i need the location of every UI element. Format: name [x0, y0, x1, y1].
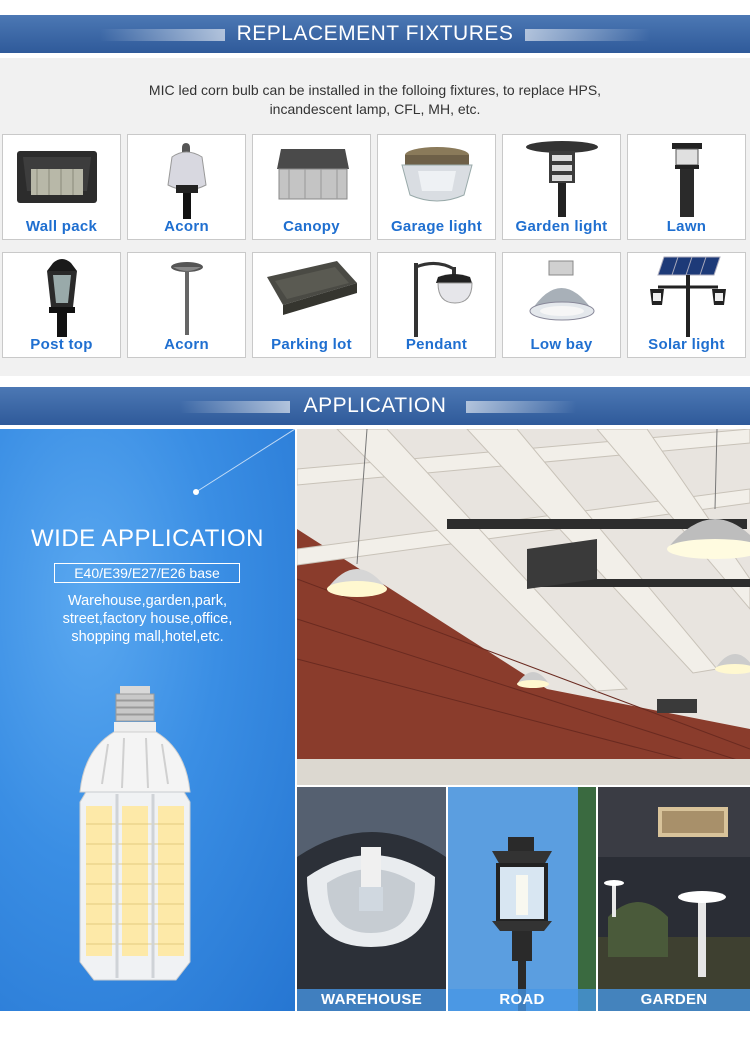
application-description	[0, 592, 295, 646]
garden-photo	[598, 787, 750, 1011]
application-title: APPLICATION	[303, 394, 447, 417]
fixture-label: Wall pack	[25, 218, 98, 235]
garage-light-icon	[378, 135, 496, 219]
garden-label: GARDEN	[598, 989, 750, 1011]
acorn-pole-icon	[128, 253, 246, 337]
fixture-label: Garden light	[515, 218, 608, 235]
fixture-card-lawn	[627, 134, 746, 240]
wide-application-title: WIDE APPLICATION	[31, 525, 264, 552]
fixture-card-parking-lot	[252, 252, 371, 358]
replacement-fixtures-title: REPLACEMENT FIXTURES	[236, 22, 514, 45]
fixture-label: Lawn	[666, 218, 707, 235]
fixture-label: Pendant	[405, 336, 468, 353]
fixture-card-post-top	[2, 252, 121, 358]
fixture-label: Post top	[30, 336, 93, 353]
fixture-label: Acorn	[164, 336, 209, 353]
fixtures-intro	[0, 81, 750, 119]
corn-bulb-image	[72, 684, 197, 986]
fixtures-section	[0, 58, 750, 376]
fixture-label: Parking lot	[271, 336, 352, 353]
fixture-card-garage-light	[377, 134, 496, 240]
replacement-fixtures-banner	[0, 15, 750, 53]
fixture-card-acorn	[127, 134, 246, 240]
solar-light-icon	[628, 253, 746, 337]
fixture-card-pendant	[377, 252, 496, 358]
fixture-card-solar-light	[627, 252, 746, 358]
canopy-light-icon	[253, 135, 371, 219]
fixture-card-low-bay	[502, 252, 621, 358]
pendant-light-icon	[378, 253, 496, 337]
intro-line-1: MIC led corn bulb can be installed in the folloing fixtures, to replace HPS,	[148, 82, 602, 98]
fixture-label: Acorn	[164, 218, 209, 235]
desc-line-3: shopping mall,hotel,etc.	[71, 629, 224, 645]
wall-pack-icon	[3, 135, 121, 219]
road-photo	[448, 787, 596, 1011]
warehouse-photo	[297, 787, 446, 1011]
fixture-label: Garage light	[390, 218, 483, 235]
fixture-label: Canopy	[283, 218, 340, 235]
fixture-card-garden-light	[502, 134, 621, 240]
warehouse-label: WAREHOUSE	[297, 989, 446, 1011]
intro-line-2: incandescent lamp, CFL, MH, etc.	[269, 101, 481, 117]
application-banner	[0, 387, 750, 425]
fixture-card-wall-pack	[2, 134, 121, 240]
acorn-lamp-icon	[128, 135, 246, 219]
post-top-lamp-icon	[3, 253, 121, 337]
fixture-label: Low bay	[530, 336, 593, 353]
road-label: ROAD	[448, 989, 596, 1011]
desc-line-1: Warehouse,garden,park,	[67, 593, 228, 609]
lawn-light-icon	[628, 135, 746, 219]
fixture-card-acorn-pole	[127, 252, 246, 358]
parking-lot-light-icon	[253, 253, 371, 337]
desc-line-2: street,factory house,office,	[62, 611, 233, 627]
warehouse-ceiling-photo	[297, 429, 750, 785]
fixture-card-canopy	[252, 134, 371, 240]
fixture-label: Solar light	[648, 336, 725, 353]
garden-light-icon	[503, 135, 621, 219]
base-types-box: E40/E39/E27/E26 base	[54, 563, 240, 583]
low-bay-light-icon	[503, 253, 621, 337]
